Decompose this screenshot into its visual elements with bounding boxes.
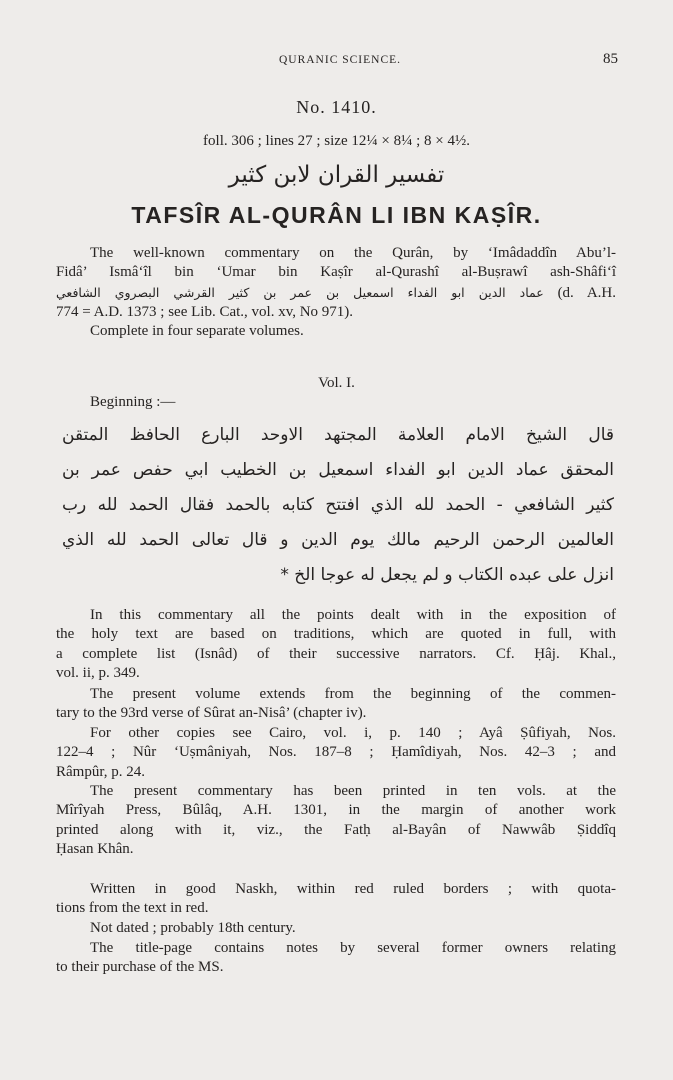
volume-label: Vol. I. (318, 375, 355, 391)
body-line: tions from the text in red. (56, 900, 209, 917)
body-paragraph-5 (56, 880, 616, 919)
body-line: printed along with it, viz., the Fatḥ al-Bayân of Nawwâb Ṣiddîq (56, 821, 616, 838)
running-title: QURANIC SCIENCE. (278, 54, 402, 66)
body-line: Mîrîyah Press, Bûlâq, A.H. 1301, in the margin of another work (56, 802, 616, 819)
arabic-line: انزل على عبده الكتاب و لم يجعل له عوجا الخ * (280, 565, 614, 585)
body-line: to their purchase of the MS. (56, 959, 224, 976)
body-paragraph-6 (56, 919, 616, 938)
collation: foll. 306 ; lines 27 ; size 12¼ × 8¼ ; 8 × 4½. (203, 133, 470, 149)
body-paragraph-3 (56, 724, 616, 782)
intro-paragraph (56, 244, 616, 341)
body-line: a complete list (Isnâd) of their successive narrators. Cf. Ḥâj. Khal., (56, 645, 616, 662)
arabic-line: كثير الشافعي - الحمد لله الذي افتتح كتابه بالحمد فقال الحمد لله رب (62, 495, 614, 515)
beginning-arabic-text (62, 418, 614, 593)
intro-line-2: Fidâ’ Ismâ‘îl bin ‘Umar bin Kaṣîr al-Qurashî al-Buṣrawî ash-Shâfi‘î (56, 264, 616, 281)
body-line: The present volume extends from the beginning of the commen- (90, 686, 616, 702)
body-line: The present commentary has been printed in ten vols. at the (90, 783, 616, 799)
body-line: tary to the 93rd verse of Sûrat an-Nisâ’ (chapter iv). (56, 705, 367, 722)
death-date: (d. A.H. (557, 284, 616, 301)
complete-note: Complete in four separate volumes. (90, 323, 304, 340)
intro-line-3 (56, 283, 616, 303)
body-line: The title-page contains notes by several former owners relating (90, 940, 616, 956)
beginning-label: Beginning :— (90, 394, 176, 410)
arabic-line: المحقق عماد الدين ابو الفداء اسمعيل بن الخطيب ابي حفص عمر بن (62, 460, 614, 480)
running-header (62, 51, 618, 74)
body-line: Not dated ; probably 18th century. (90, 920, 296, 936)
body-line: the holy text are based on traditions, which are quoted in full, with (56, 626, 616, 643)
body-line: Written in good Naskh, within red ruled borders ; with quota- (90, 881, 616, 897)
arabic-line: العالمين الرحمن الرحيم مالك يوم الدين و قال تعالى الحمد لله الذي (62, 530, 614, 550)
body-paragraph-4 (56, 782, 616, 859)
body-paragraph-7 (56, 939, 616, 978)
body-line: Ḥasan Khân. (56, 840, 134, 857)
intro-line-4: 774 = A.D. 1373 ; see Lib. Cat., vol. xv, No 971). (56, 303, 354, 320)
entry-title: TAFSÎR AL-QURÂN LI IBN KAṢÎR. (131, 202, 542, 228)
author-arabic-name: عماد الدين ابو الفداء اسمعيل بن عمر بن كثير القرشي البصروي الشافعي (56, 284, 544, 300)
body-line: Râmpûr, p. 24. (56, 763, 145, 780)
body-line: 122–4 ; Nûr ‘Uṣmâniyah, Nos. 187–8 ; Ḥamîdiyah, Nos. 42–3 ; and (56, 744, 616, 761)
page-number: 85 (603, 51, 618, 67)
arabic-line: قال الشيخ الامام العلامة المجتهد الاوحد البارع الحافظ المتقن (62, 425, 614, 445)
intro-line-1: The well-known commentary on the Qurân, by ‘Imâdaddîn Abu’l- (90, 245, 616, 261)
entry-number: No. 1410. (296, 97, 377, 117)
body-paragraph-1 (56, 606, 616, 683)
arabic-title: تفسير القران لابن كثير (228, 162, 445, 188)
body-line: In this commentary all the points dealt with in the exposition of (90, 607, 616, 623)
body-paragraph-2 (56, 685, 616, 724)
body-line: vol. ii, p. 349. (56, 664, 140, 681)
body-line: For other copies see Cairo, vol. i, p. 140 ; Ayâ Ṣûfiyah, Nos. (90, 725, 616, 741)
